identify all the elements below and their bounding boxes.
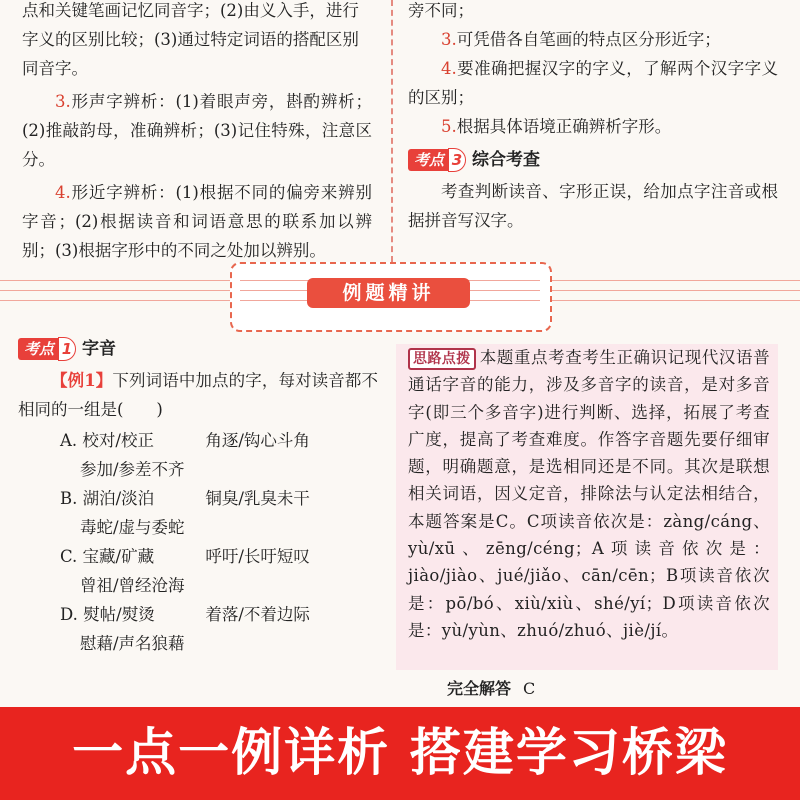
example-section xyxy=(18,334,378,658)
footer-slogan: 一点一例详析 搭建学习桥梁 xyxy=(0,707,800,800)
kaodian-title: 综合考查 xyxy=(472,150,541,170)
kaodian-1-heading xyxy=(18,334,378,364)
kaodian-number: 1 xyxy=(58,337,76,361)
example-question: 【例1】下列词语中加点的字，每对读音都不相同的一组是( ) xyxy=(18,371,378,419)
text-line: 点和关键笔画记忆同音字；(2)由义入手，进行 xyxy=(22,1,359,20)
text-line: 同音字。 xyxy=(22,59,88,78)
column-divider xyxy=(391,0,393,262)
point-4: 4.要准确把握汉字的字义，了解两个汉字字义的区别； xyxy=(408,59,778,107)
analysis-text: 思路点拨 本题重点考查考生正确识记现代汉语普通话字音的能力，涉及多音字的读音，是对多音字(即三个多音字)进行判断、选择，拓展了考查广度，提高了考查难度。作答字音题先要仔细审题，明确题意，是选相同还是不同。其次是联想相关词语，因义定音，排除法与认定法相结合，本题答案是C。C项读音依次是：zàng/cáng、yù/xū、zēng/céng；A项读音依次是：jiào/jiào、jué/jiǎo、cān/cēn；B项读音依次是：pō/bó、xiù/xiù、shé/yí；D项读音依次是：yù/yùn、zhuó/zhuó、jiè/jí。 xyxy=(408,348,770,640)
option-a: A. 校对/校正 角逐/钩心斗角 参加/参差不齐 xyxy=(60,431,310,479)
right-top-column xyxy=(408,0,778,239)
analysis-tag: 思路点拨 xyxy=(408,348,476,370)
point-3: 3.可凭借各自笔画的特点区分形近字； xyxy=(441,30,721,49)
options-list xyxy=(18,426,378,658)
point-3: 3.形声字辨析：(1)着眼声旁，斟酌辨析；(2)推敲韵母，准确辨析；(3)记住特殊，注意区分。 xyxy=(22,92,372,169)
option-c: C. 宝藏/矿藏 呼吁/长吁短叹 曾祖/曾经沧海 xyxy=(60,547,310,595)
left-top-column xyxy=(22,0,372,269)
kaodian-tag: 考点 xyxy=(408,149,448,171)
kaodian-number: 3 xyxy=(448,148,466,172)
banner-title: 例题精讲 xyxy=(307,278,470,308)
option-b: B. 湖泊/淡泊 铜臭/乳臭未干 毒蛇/虚与委蛇 xyxy=(60,489,310,537)
text-line: 字义的区别比较；(3)通过特定词语的搭配区别 xyxy=(22,30,359,49)
point-4: 4.形近字辨析：(1)根据不同的偏旁来辨别字音；(2)根据读音和词语意思的联系加以辨别；(3)根据字形中的不同之处加以辨别。 xyxy=(22,183,372,260)
kaodian-title: 字音 xyxy=(82,339,117,359)
example-label: 【例1】 xyxy=(51,371,113,390)
option-d: D. 熨帖/熨烫 着落/不着边际 慰藉/声名狼藉 xyxy=(60,605,310,653)
kaodian-3-heading xyxy=(408,145,778,175)
answer-line: 完全解答 C xyxy=(447,679,536,698)
kaodian-3-text: 考查判断读音、字形正误，给加点字注音或根据拼音写汉字。 xyxy=(408,182,778,230)
text-line: 旁不同； xyxy=(408,1,474,20)
kaodian-tag: 考点 xyxy=(18,338,58,360)
point-5: 5.根据具体语境正确辨析字形。 xyxy=(441,117,672,136)
